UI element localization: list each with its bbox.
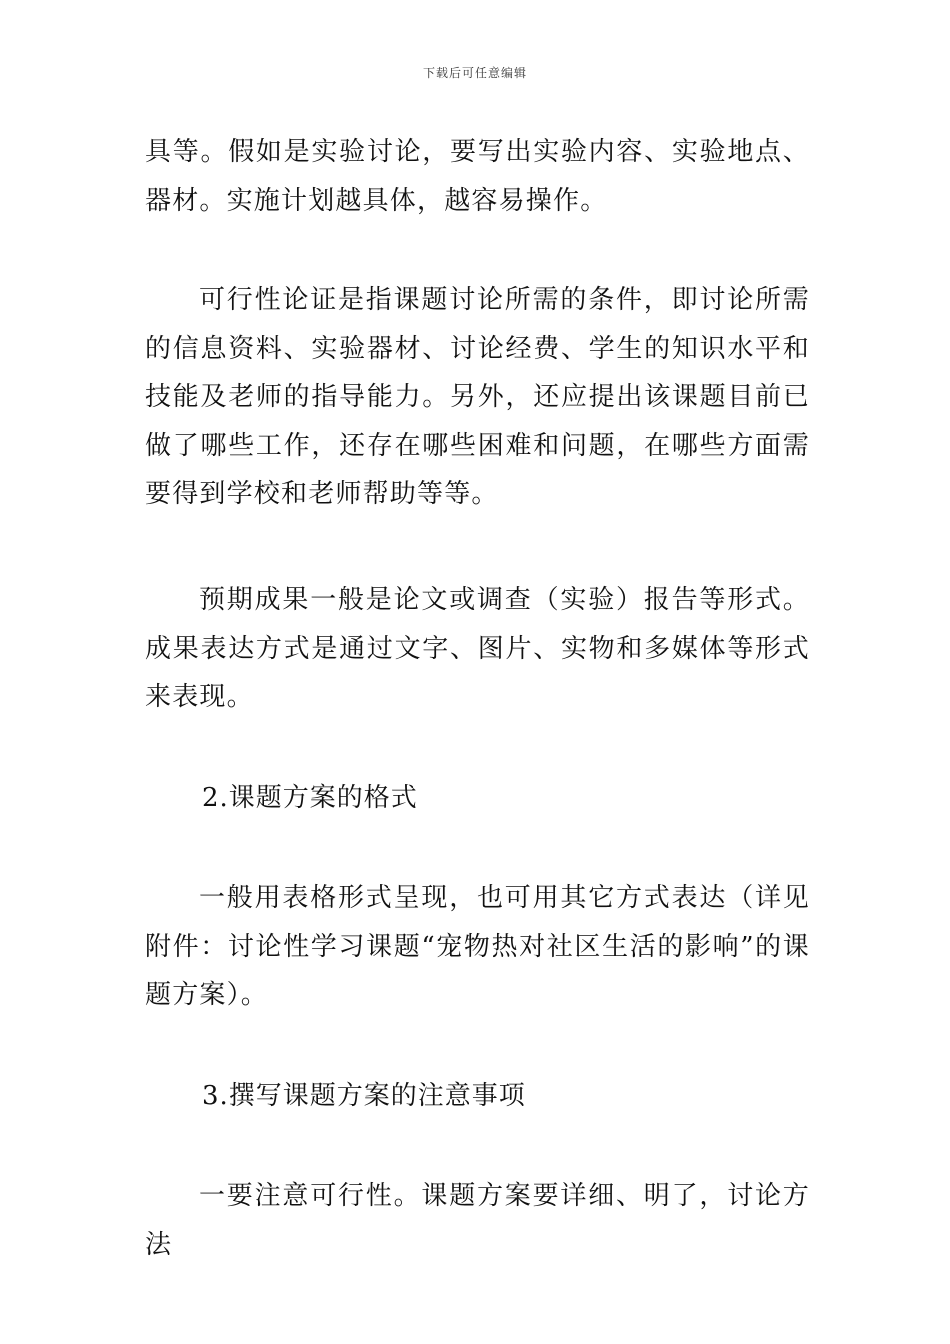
section-heading-format: 2.课题方案的格式 [202,783,418,813]
paragraph-notes: 一要注意可行性。课题方案要详细、明了，讨论方法 [145,1181,810,1260]
paragraph-implementation-plan: 具等。假如是实验讨论，要写出实验内容、实验地点、器材。实施计划越具体，越容易操作。 [145,137,810,216]
section-heading-notes: 3.撰写课题方案的注意事项 [202,1081,526,1111]
page-header: 下载后可任意编辑 [422,66,527,80]
paragraph-format: 一般用表格形式呈现，也可用其它方式表达（详见附件：讨论性学习课题“宠物热对社区生活的影响”的课题方案）。 [145,883,810,1010]
paragraph-feasibility: 可行性论证是指课题讨论所需的条件，即讨论所需的信息资料、实验器材、讨论经费、学生的知识水平和技能及老师的指导能力。另外，还应提出该课题目前已做了哪些工作，还存在哪些困难和问题，在哪些方面需要得到学校和老师帮助等等。 [145,285,810,509]
paragraph-expected-results: 预期成果一般是论文或调查（实验）报告等形式。成果表达方式是通过文字、图片、实物和多媒体等形式来表现。 [145,585,810,712]
